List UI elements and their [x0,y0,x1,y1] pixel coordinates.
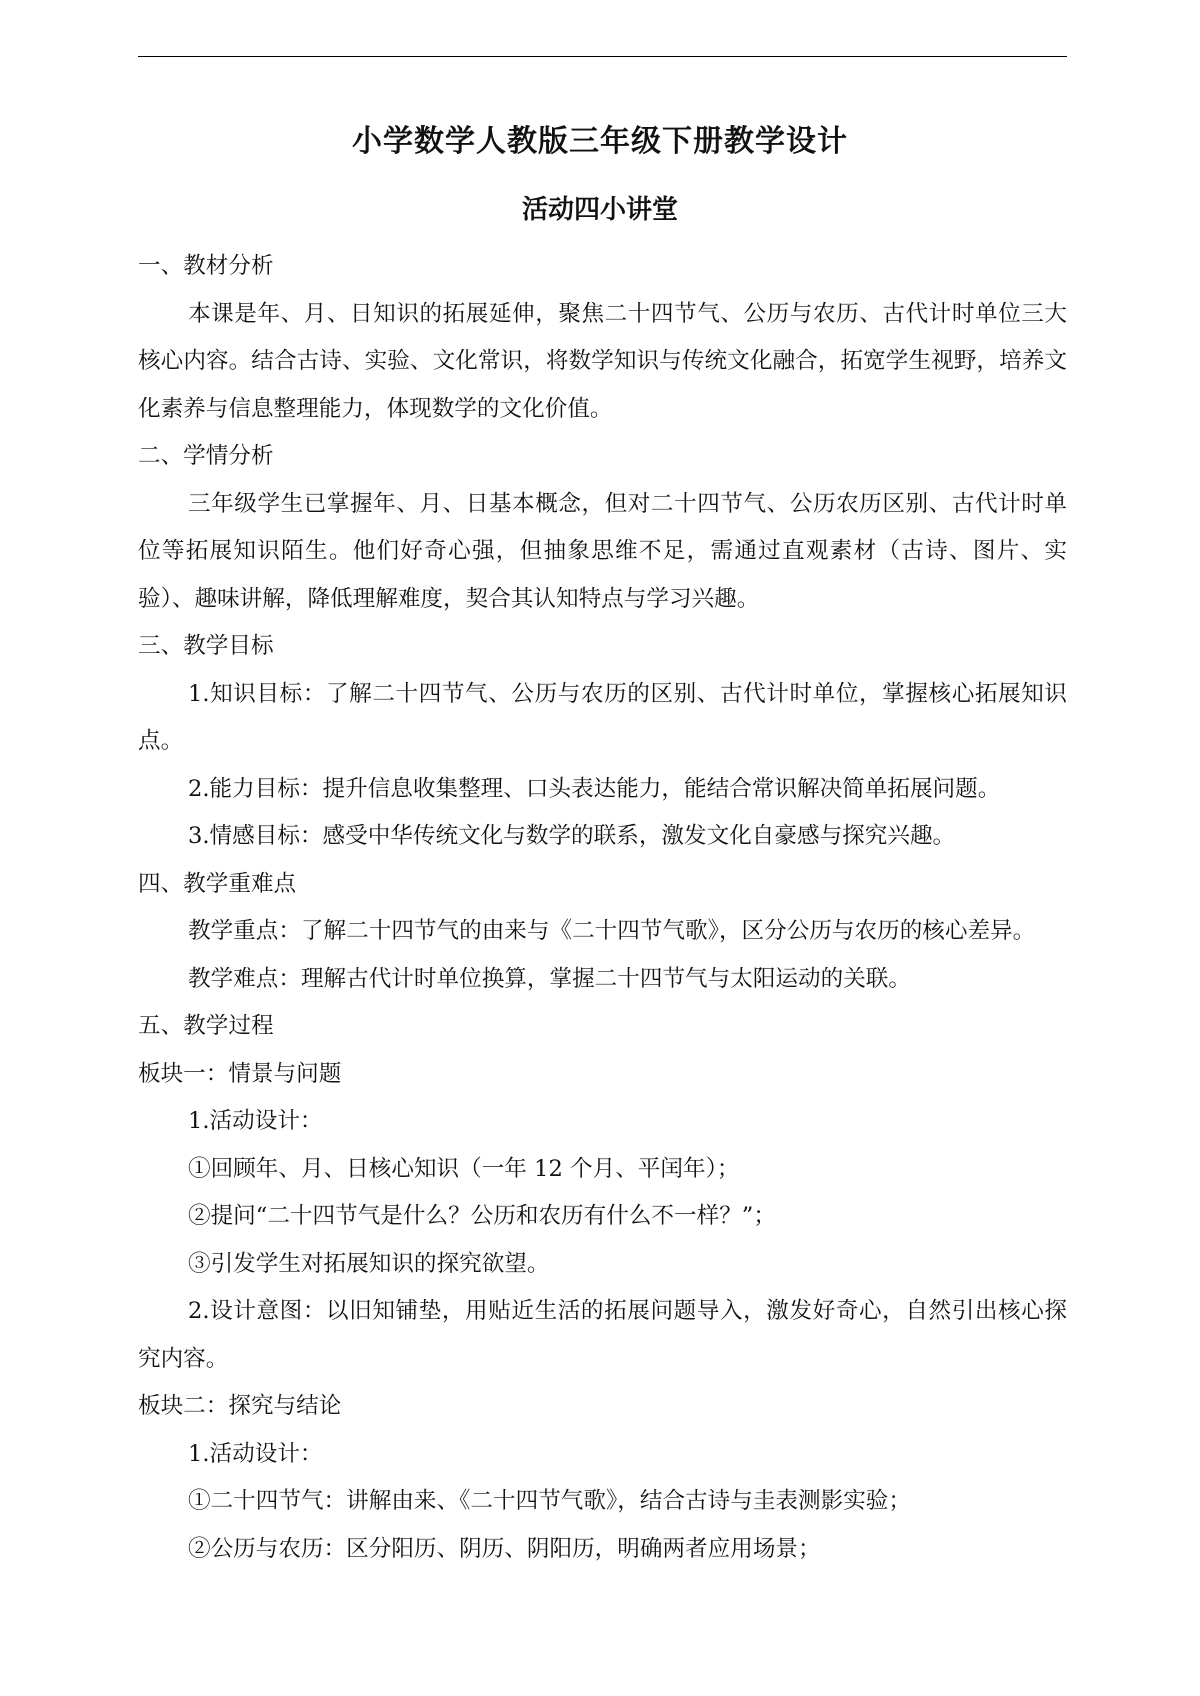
section-heading-teaching-goals: 三、教学目标 [138,633,274,659]
block-heading-1: 板块一：情景与问题 [138,1060,342,1087]
document-body [138,243,1067,1573]
key-point: 教学重点：了解二十四节气的由来与《二十四节气歌》，区分公历与农历的核心差异。 [188,918,1036,944]
goal-knowledge: 1.知识目标：了解二十四节气、公历与农历的区别、古代计时单位，掌握核心拓展知识点。 [138,680,1067,754]
difficult-point: 教学难点：理解古代计时单位换算，掌握二十四节气与太阳运动的关联。 [188,965,911,992]
list-item: 1.活动设计： [188,1108,323,1134]
list-item: ②公历与农历：区分阳历、阴历、阴阳历，明确两者应用场景； [188,1535,821,1562]
goal-ability: 2.能力目标：提升信息收集整理、口头表达能力，能结合常识解决简单拓展问题。 [188,775,1001,802]
paragraph: 三年级学生已掌握年、月、日基本概念，但对二十四节气、公历农历区别、古代计时单位等拓展知识陌生。他们好奇心强，但抽象思维不足，需通过直观素材（古诗、图片、实验）、趣味讲解，降低理解难度，契合其认知特点与学习兴趣。 [138,490,1067,612]
list-item: 2.设计意图：以旧知铺垫，用贴近生活的拓展问题导入，激发好奇心，自然引出核心探究内容。 [138,1298,1067,1372]
block-heading-2: 板块二：探究与结论 [138,1393,342,1419]
section-heading-textbook-analysis: 一、教材分析 [138,253,274,279]
document-title: 小学数学人教版三年级下册教学设计 [352,124,848,159]
section-heading-student-analysis: 二、学情分析 [138,443,274,469]
section-heading-key-points: 四、教学重难点 [138,870,297,897]
list-item: ③引发学生对拓展知识的探究欲望。 [188,1250,550,1277]
header-rule [138,56,1067,57]
section-heading-teaching-process: 五、教学过程 [138,1013,274,1039]
list-item: 1.活动设计： [188,1440,323,1467]
paragraph: 本课是年、月、日知识的拓展延伸，聚焦二十四节气、公历与农历、古代计时单位三大核心内容。结合古诗、实验、文化常识，将数学知识与传统文化融合，拓宽学生视野，培养文化素养与信息整理能力，体现数学的文化价值。 [138,300,1067,422]
list-item: ①回顾年、月、日核心知识（一年 12 个月、平闰年）； [188,1155,740,1182]
list-item: ②提问“二十四节气是什么？公历和农历有什么不一样？”； [188,1203,776,1229]
goal-emotion: 3.情感目标：感受中华传统文化与数学的联系，激发文化自豪感与探究兴趣。 [188,823,956,849]
document-subtitle: 活动四小讲堂 [521,195,678,225]
list-item: ①二十四节气：讲解由来、《二十四节气歌》，结合古诗与圭表测影实验； [188,1488,911,1514]
